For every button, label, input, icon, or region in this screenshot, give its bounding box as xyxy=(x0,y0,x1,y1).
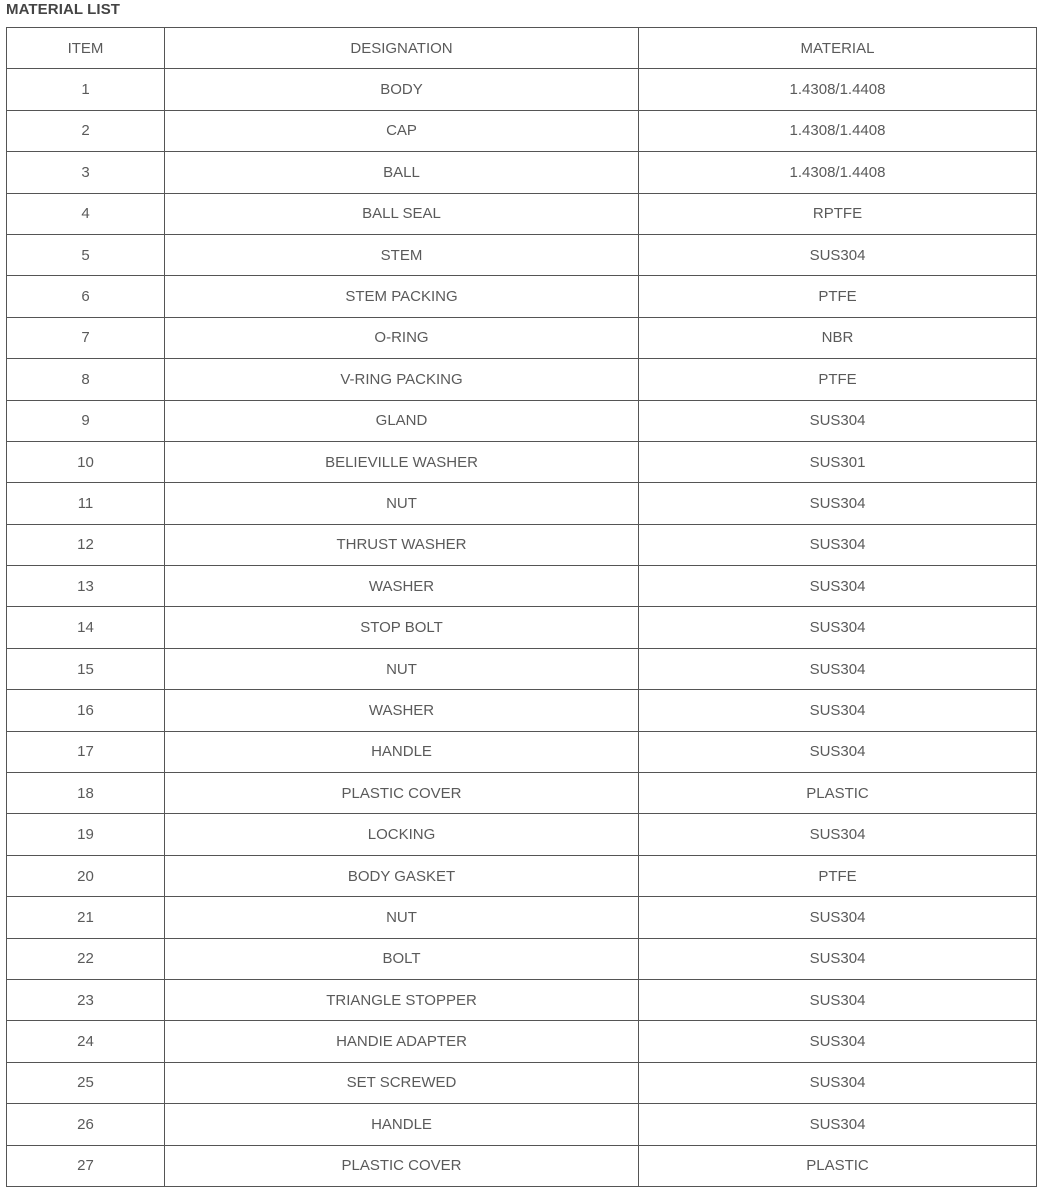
table-row xyxy=(7,566,1037,607)
column-header-item: ITEM xyxy=(7,28,165,69)
item-cell: 18 xyxy=(7,773,165,814)
table-row xyxy=(7,69,1037,110)
table-row xyxy=(7,979,1037,1020)
item-cell: 16 xyxy=(7,690,165,731)
material-cell: NBR xyxy=(639,317,1037,358)
item-cell: 17 xyxy=(7,731,165,772)
item-cell: 25 xyxy=(7,1062,165,1103)
item-cell: 22 xyxy=(7,938,165,979)
item-cell: 5 xyxy=(7,234,165,275)
designation-cell: NUT xyxy=(165,648,639,689)
table-row xyxy=(7,152,1037,193)
designation-cell: NUT xyxy=(165,897,639,938)
table-row xyxy=(7,814,1037,855)
table-row xyxy=(7,359,1037,400)
designation-cell: BELIEVILLE WASHER xyxy=(165,441,639,482)
material-cell: SUS304 xyxy=(639,814,1037,855)
material-cell: SUS304 xyxy=(639,938,1037,979)
material-cell: SUS304 xyxy=(639,1021,1037,1062)
table-row xyxy=(7,1062,1037,1103)
table-row xyxy=(7,276,1037,317)
designation-cell: HANDLE xyxy=(165,731,639,772)
item-cell: 14 xyxy=(7,607,165,648)
material-cell: SUS304 xyxy=(639,524,1037,565)
designation-cell: BODY xyxy=(165,69,639,110)
table-row xyxy=(7,690,1037,731)
material-cell: 1.4308/1.4408 xyxy=(639,110,1037,151)
designation-cell: BOLT xyxy=(165,938,639,979)
item-cell: 4 xyxy=(7,193,165,234)
table-row xyxy=(7,317,1037,358)
designation-cell: STEM PACKING xyxy=(165,276,639,317)
item-cell: 13 xyxy=(7,566,165,607)
table-row xyxy=(7,773,1037,814)
material-cell: SUS304 xyxy=(639,979,1037,1020)
table-row xyxy=(7,110,1037,151)
table-row xyxy=(7,193,1037,234)
material-list-table xyxy=(6,27,1037,1187)
designation-cell: STOP BOLT xyxy=(165,607,639,648)
table-row xyxy=(7,524,1037,565)
designation-cell: CAP xyxy=(165,110,639,151)
column-header-designation: DESIGNATION xyxy=(165,28,639,69)
material-cell: 1.4308/1.4408 xyxy=(639,69,1037,110)
item-cell: 20 xyxy=(7,855,165,896)
table-row xyxy=(7,1104,1037,1145)
designation-cell: PLASTIC COVER xyxy=(165,773,639,814)
material-cell: PTFE xyxy=(639,855,1037,896)
item-cell: 19 xyxy=(7,814,165,855)
designation-cell: BALL SEAL xyxy=(165,193,639,234)
item-cell: 6 xyxy=(7,276,165,317)
designation-cell: WASHER xyxy=(165,566,639,607)
table-row xyxy=(7,1021,1037,1062)
item-cell: 3 xyxy=(7,152,165,193)
designation-cell: TRIANGLE STOPPER xyxy=(165,979,639,1020)
item-cell: 1 xyxy=(7,69,165,110)
material-cell: SUS304 xyxy=(639,731,1037,772)
item-cell: 27 xyxy=(7,1145,165,1186)
designation-cell: STEM xyxy=(165,234,639,275)
material-cell: RPTFE xyxy=(639,193,1037,234)
material-cell: SUS301 xyxy=(639,441,1037,482)
column-header-material: MATERIAL xyxy=(639,28,1037,69)
material-cell: SUS304 xyxy=(639,897,1037,938)
item-cell: 7 xyxy=(7,317,165,358)
designation-cell: V-RING PACKING xyxy=(165,359,639,400)
designation-cell: LOCKING xyxy=(165,814,639,855)
designation-cell: O-RING xyxy=(165,317,639,358)
material-cell: SUS304 xyxy=(639,690,1037,731)
designation-cell: HANDIE ADAPTER xyxy=(165,1021,639,1062)
item-cell: 8 xyxy=(7,359,165,400)
table-row xyxy=(7,648,1037,689)
item-cell: 26 xyxy=(7,1104,165,1145)
item-cell: 10 xyxy=(7,441,165,482)
designation-cell: SET SCREWED xyxy=(165,1062,639,1103)
designation-cell: WASHER xyxy=(165,690,639,731)
item-cell: 12 xyxy=(7,524,165,565)
material-cell: SUS304 xyxy=(639,483,1037,524)
material-cell: SUS304 xyxy=(639,566,1037,607)
item-cell: 2 xyxy=(7,110,165,151)
item-cell: 11 xyxy=(7,483,165,524)
designation-cell: BALL xyxy=(165,152,639,193)
item-cell: 24 xyxy=(7,1021,165,1062)
table-header-row xyxy=(7,28,1037,69)
material-cell: PTFE xyxy=(639,276,1037,317)
material-cell: SUS304 xyxy=(639,400,1037,441)
designation-cell: BODY GASKET xyxy=(165,855,639,896)
table-row xyxy=(7,607,1037,648)
table-row xyxy=(7,731,1037,772)
page-title: MATERIAL LIST xyxy=(6,1,121,18)
table-row xyxy=(7,483,1037,524)
item-cell: 9 xyxy=(7,400,165,441)
material-cell: PLASTIC xyxy=(639,1145,1037,1186)
designation-cell: THRUST WASHER xyxy=(165,524,639,565)
table-row xyxy=(7,1145,1037,1186)
item-cell: 23 xyxy=(7,979,165,1020)
material-cell: PLASTIC xyxy=(639,773,1037,814)
table-row xyxy=(7,234,1037,275)
designation-cell: NUT xyxy=(165,483,639,524)
table-row xyxy=(7,441,1037,482)
material-cell: SUS304 xyxy=(639,1062,1037,1103)
material-cell: SUS304 xyxy=(639,1104,1037,1145)
table-row xyxy=(7,897,1037,938)
material-cell: SUS304 xyxy=(639,648,1037,689)
table-row xyxy=(7,855,1037,896)
item-cell: 15 xyxy=(7,648,165,689)
material-cell: PTFE xyxy=(639,359,1037,400)
designation-cell: PLASTIC COVER xyxy=(165,1145,639,1186)
table-body xyxy=(7,69,1037,1187)
material-cell: 1.4308/1.4408 xyxy=(639,152,1037,193)
table-row xyxy=(7,400,1037,441)
material-cell: SUS304 xyxy=(639,607,1037,648)
material-cell: SUS304 xyxy=(639,234,1037,275)
designation-cell: HANDLE xyxy=(165,1104,639,1145)
table-row xyxy=(7,938,1037,979)
designation-cell: GLAND xyxy=(165,400,639,441)
item-cell: 21 xyxy=(7,897,165,938)
